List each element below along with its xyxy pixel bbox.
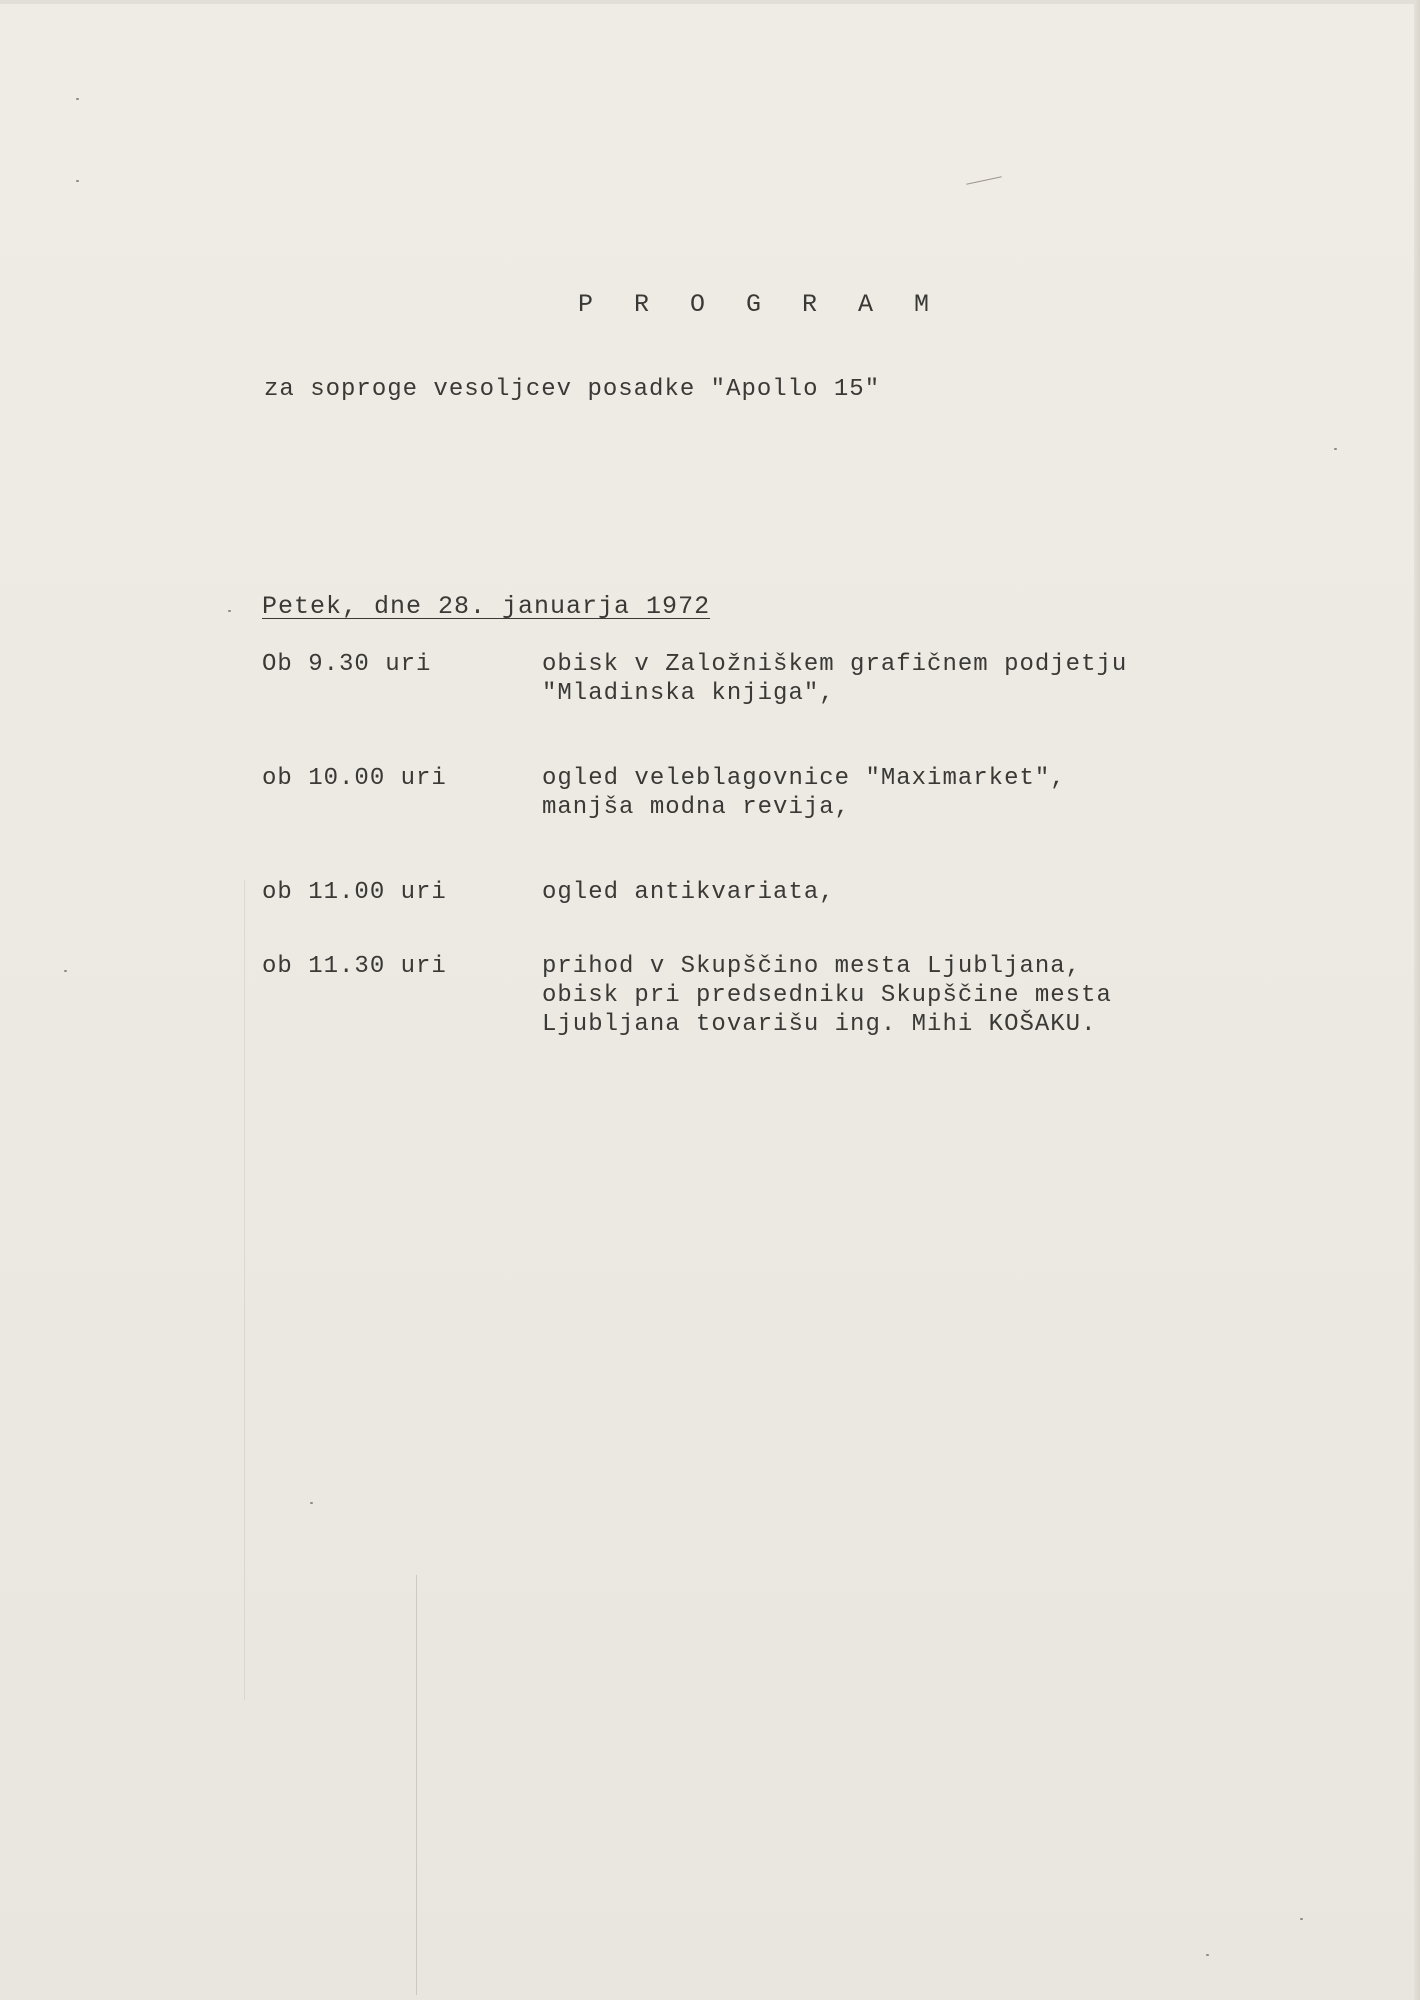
entry-description [542,952,1112,1039]
paper-speck [76,180,79,182]
paper-fold-line [416,1575,417,1995]
paper-speck [228,610,231,612]
paper-speck [76,98,79,100]
paper-speck [1334,448,1337,450]
entry-time: Ob 9.30 uri [262,651,432,678]
entry-line: manjša modna revija, [542,794,851,821]
entry-description [542,878,835,907]
paper-top-edge [0,0,1420,4]
entry-line: obisk v Založniškem grafičnem podjetju [542,651,1128,678]
paper-right-edge [1414,0,1420,2000]
entry-time: ob 10.00 uri [262,765,447,792]
entry-line: Ljubljana tovarišu ing. Mihi KOŠAKU. [542,1011,1097,1038]
entry-line: ogled antikvariata, [542,879,835,906]
paper-speck [310,1502,313,1504]
entry-line: prihod v Skupščino mesta Ljubljana, [542,953,1082,980]
entry-line: obisk pri predsedniku Skupščine mesta [542,982,1112,1009]
paper-speck [1300,1918,1303,1920]
entry-line: "Mladinska knjiga", [542,680,835,707]
entry-time: ob 11.00 uri [262,879,447,906]
paper-speck [64,970,67,972]
entry-description [542,650,1127,708]
date-heading: Petek, dne 28. januarja 1972 [262,592,711,621]
paper-speck [1206,1954,1209,1956]
document-title: P R O G R A M [578,290,943,319]
paper-crease [244,880,245,1700]
entry-line: ogled veleblagovnice "Maximarket", [542,765,1066,792]
entry-description [542,764,1066,822]
document-subtitle: za soproge vesoljcev posadke "Apollo 15" [264,376,881,403]
entry-time: ob 11.30 uri [262,953,447,980]
pencil-mark [966,176,1001,184]
